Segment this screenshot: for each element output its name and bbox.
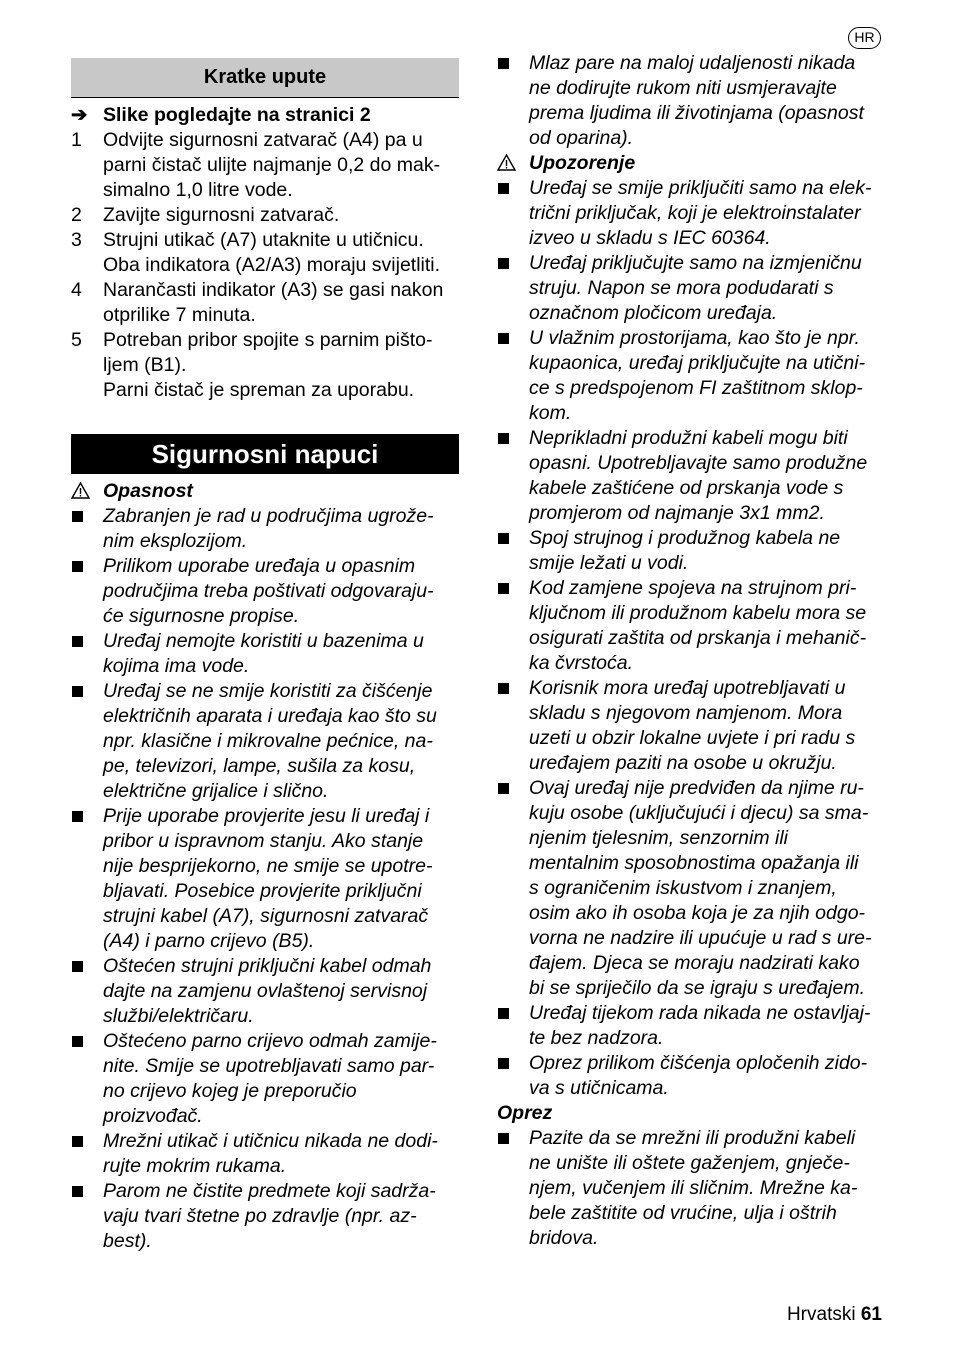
- text-line: va s utičnicama.: [529, 1077, 669, 1099]
- text-line: osigurati zaštita od prskanja i mehanič-: [529, 627, 867, 649]
- text-line: kabele zaštićene od prskanja vode s: [529, 477, 844, 499]
- text-line: električnih aparata i uređaja kao što su: [103, 705, 437, 727]
- bullet-item: [497, 676, 885, 776]
- text-line: prema ljudima ili životinjama (opasnost: [529, 102, 864, 124]
- quick-step: [71, 278, 459, 328]
- text-line: Parni čistač je spreman za uporabu.: [103, 379, 415, 401]
- text-line: Strujni utikač (A7) utaknite u utičnicu.: [103, 229, 424, 251]
- text-line: ce s predspojenom FI zaštitnom sklop-: [529, 377, 863, 399]
- text-line: pribor u ispravnom stanju. Ako stanje: [103, 830, 424, 852]
- bullet-item: [497, 176, 885, 251]
- square-bullet-icon: [72, 686, 83, 697]
- language-badge: HR: [848, 27, 881, 49]
- text-line: Uređaj se smije priključiti samo na elek-: [529, 177, 872, 199]
- square-bullet-icon: [72, 1036, 83, 1047]
- text-line: Korisnik mora uređaj upotrebljavati u: [529, 677, 846, 699]
- square-bullet-icon: [498, 258, 509, 269]
- bullet-item: [71, 1179, 459, 1254]
- bullet-item: [71, 1129, 459, 1179]
- text-line: kuju osobe (uključujući i djecu) sa sma-: [529, 802, 869, 824]
- text-line: uređajem paziti na osobe u okružju.: [529, 752, 837, 774]
- text-line: Zabranjen je rad u područjima ugrože-: [103, 505, 434, 527]
- square-bullet-icon: [72, 1136, 83, 1147]
- text-line: Oštećen strujni priključni kabel odmah: [103, 955, 432, 977]
- page-number: 61: [860, 1304, 882, 1325]
- text-line: bljavati. Posebice provjerite priključni: [103, 880, 422, 902]
- text-line: kupaonica, uređaj priključujte na utični-: [529, 352, 866, 374]
- text-line: Uređaj priključujte samo na izmjeničnu: [529, 252, 862, 274]
- text-line: smije ležati u vodi.: [529, 552, 689, 574]
- text-line: Spoj strujnog i produžnog kabela ne: [529, 527, 841, 549]
- page-footer: [787, 1304, 882, 1326]
- text-line: Prije uporabe provjerite jesu li uređaj i: [103, 805, 430, 827]
- text-line: će sigurnosne propise.: [103, 605, 300, 627]
- danger-list: [71, 504, 459, 1254]
- text-line: vorna ne nadzire ili upućuje u rad s ure-: [529, 927, 872, 949]
- text-line: izveo u skladu s IEC 60364.: [529, 227, 771, 249]
- square-bullet-icon: [72, 511, 83, 522]
- bullet-item: [497, 1126, 885, 1251]
- bullet-item: [71, 679, 459, 804]
- text-line: ljem (B1).: [103, 354, 187, 376]
- bullet-item: [497, 251, 885, 326]
- safety-heading: Sigurnosni napuci: [71, 434, 459, 474]
- text-line: od oparina).: [529, 127, 634, 149]
- square-bullet-icon: [498, 1133, 509, 1144]
- text-line: Prilikom uporabe uređaja u opasnim: [103, 555, 416, 577]
- bullet-item: [71, 629, 459, 679]
- text-line: pe, televizori, lampe, sušila za kosu,: [103, 755, 416, 777]
- bullet-item: [497, 576, 885, 676]
- text-line: skladu s njegovom namjenom. Mora: [529, 702, 843, 724]
- text-line: područjima treba poštivati odgovaraju-: [103, 580, 434, 602]
- square-bullet-icon: [498, 433, 509, 444]
- text-line: dajte na zamjenu ovlaštenoj servisnoj: [103, 980, 428, 1002]
- arrow-right-icon: ➔: [71, 104, 88, 126]
- square-bullet-icon: [498, 333, 509, 344]
- bullet-item: [71, 504, 459, 554]
- warning-label: Upozorenje: [497, 151, 885, 176]
- text-line: Potreban pribor spojite s parnim pišto-: [103, 329, 433, 351]
- text-line: npr. klasične i mikrovalne pećnice, na-: [103, 730, 433, 752]
- quick-step: [71, 128, 459, 203]
- text-line: proizvođač.: [103, 1105, 203, 1127]
- right-column: [497, 51, 885, 1251]
- text-line: Mrežni utikač i utičnicu nikada ne dodi-: [103, 1130, 438, 1152]
- text-line: Oprez prilikom čišćenja opločenih zido-: [529, 1052, 868, 1074]
- text-line: Uređaj tijekom rada nikada ne ostavljaj-: [529, 1002, 871, 1024]
- text-line: simalno 1,0 litre vode.: [103, 179, 293, 201]
- text-line: best).: [103, 1230, 152, 1252]
- text-line: promjerom od najmanje 3x1 mm2.: [529, 502, 825, 524]
- warning-list: [497, 176, 885, 1101]
- text-line: ključnom ili produžnom kabelu mora se: [529, 602, 867, 624]
- text-line: (A4) i parno crijevo (B5).: [103, 930, 315, 952]
- text-line: mentalnim sposobnostima opažanja ili: [529, 852, 859, 874]
- text-line: Ovaj uređaj nije predviđen da njime ru-: [529, 777, 864, 799]
- text-line: Kod zamjene spojeva na strujnom pri-: [529, 577, 857, 599]
- square-bullet-icon: [72, 561, 83, 572]
- text-line: označnom pločicom uređaja.: [529, 302, 778, 324]
- bullet-item: [497, 326, 885, 426]
- bullet-item: [497, 1051, 885, 1101]
- text-line: njem, vučenjem ili sličnim. Mrežne ka-: [529, 1177, 858, 1199]
- bullet-item: [497, 1001, 885, 1051]
- square-bullet-icon: [498, 583, 509, 594]
- square-bullet-icon: [498, 1058, 509, 1069]
- text-line: osim ako ih osoba koja je za njih odgo-: [529, 902, 866, 924]
- step-number: 5: [71, 329, 82, 351]
- square-bullet-icon: [72, 961, 83, 972]
- text-line: njenim tjelesnim, senzornim ili: [529, 827, 789, 849]
- text-line: đajem. Djeca se moraju nadzirati kako: [529, 952, 860, 974]
- text-line: te bez nadzora.: [529, 1027, 664, 1049]
- quick-steps-list: [71, 128, 459, 403]
- text-line: Oba indikatora (A2/A3) moraju svijetliti.: [103, 254, 441, 276]
- text-line: Odvijte sigurnosni zatvarač (A4) pa u: [103, 129, 423, 151]
- square-bullet-icon: [72, 1186, 83, 1197]
- text-line: Uređaj se ne smije koristiti za čišćenje: [103, 680, 433, 702]
- text-line: Pazite da se mrežni ili produžni kabeli: [529, 1127, 856, 1149]
- square-bullet-icon: [498, 183, 509, 194]
- text-line: trični priključak, koji je elektroinstalater: [529, 202, 861, 224]
- square-bullet-icon: [72, 636, 83, 647]
- text-line: strujni kabel (A7), sigurnosni zatvarač: [103, 905, 429, 927]
- text-line: nim eksplozijom.: [103, 530, 248, 552]
- quick-step: [71, 203, 459, 228]
- warning-triangle-icon: [71, 482, 90, 499]
- square-bullet-icon: [498, 58, 509, 69]
- square-bullet-icon: [498, 1008, 509, 1019]
- danger-label: Opasnost: [71, 479, 459, 504]
- step-number: 2: [71, 204, 82, 226]
- text-line: bi se spriječilo da se igraju s uređajem.: [529, 977, 865, 999]
- text-line: struju. Napon se mora podudarati s: [529, 277, 834, 299]
- left-column: [71, 58, 459, 1254]
- bullet-item: [71, 804, 459, 954]
- text-line: kom.: [529, 402, 572, 424]
- text-line: Zavijte sigurnosni zatvarač.: [103, 204, 340, 226]
- text-line: vaju tvari štetne po zdravlje (npr. az-: [103, 1205, 417, 1227]
- text-line: Narančasti indikator (A3) se gasi nakon: [103, 279, 444, 301]
- caution-list: [497, 1126, 885, 1251]
- square-bullet-icon: [72, 811, 83, 822]
- text-line: ne unište ili oštete gaženjem, gnječe-: [529, 1152, 850, 1174]
- text-line: uzeti u obzir lokalne uvjete i pri radu s: [529, 727, 856, 749]
- danger-list-continued: [497, 51, 885, 151]
- text-line: opasni. Upotrebljavajte samo produžne: [529, 452, 868, 474]
- text-line: Parom ne čistite predmete koji sadrža-: [103, 1180, 436, 1202]
- square-bullet-icon: [498, 533, 509, 544]
- text-line: električne grijalice i slično.: [103, 780, 329, 802]
- step-number: 3: [71, 229, 82, 251]
- warning-triangle-icon: [497, 154, 516, 171]
- text-line: otprilike 7 minuta.: [103, 304, 256, 326]
- bullet-item: [71, 554, 459, 629]
- bullet-item: [497, 526, 885, 576]
- step-number: 1: [71, 129, 82, 151]
- square-bullet-icon: [498, 683, 509, 694]
- bullet-item: [497, 776, 885, 1001]
- bullet-item: [497, 51, 885, 151]
- text-line: s ograničenim iskustvom i znanjem,: [529, 877, 837, 899]
- text-line: ka čvrstoća.: [529, 652, 634, 674]
- text-line: ne dodirujte rukom niti usmjeravajte: [529, 77, 837, 99]
- caution-label: Oprez: [497, 1102, 553, 1124]
- text-line: kojima ima vode.: [103, 655, 250, 677]
- bullet-item: [497, 426, 885, 526]
- text-line: bridova.: [529, 1227, 599, 1249]
- quick-start-heading: Kratke upute: [71, 58, 459, 98]
- text-line: nite. Smije se upotrebljavati samo par-: [103, 1055, 435, 1077]
- text-line: službi/električaru.: [103, 1005, 254, 1027]
- step-number: 4: [71, 279, 82, 301]
- quick-step: [71, 328, 459, 403]
- see-pictures-note: ➔ Slike pogledajte na stranici 2: [71, 104, 371, 126]
- text-line: parni čistač ulijte najmanje 0,2 do mak-: [103, 154, 441, 176]
- text-line: nije besprijekorno, ne smije se upotre-: [103, 855, 433, 877]
- bullet-item: [71, 954, 459, 1029]
- text-line: U vlažnim prostorijama, kao što je npr.: [529, 327, 860, 349]
- text-line: rujte mokrim rukama.: [103, 1155, 287, 1177]
- footer-language: Hrvatski: [786, 1304, 856, 1325]
- text-line: bele zaštitite od vrućine, ulja i oštrih: [529, 1202, 837, 1224]
- text-line: Uređaj nemojte koristiti u bazenima u: [103, 630, 424, 652]
- bullet-item: [71, 1029, 459, 1129]
- text-line: Neprikladni produžni kabeli mogu biti: [529, 427, 848, 449]
- quick-step: [71, 228, 459, 278]
- text-line: Mlaz pare na maloj udaljenosti nikada: [529, 52, 856, 74]
- text-line: no crijevo kojeg je preporučio: [103, 1080, 357, 1102]
- text-line: Oštećeno parno crijevo odmah zamije-: [103, 1030, 437, 1052]
- square-bullet-icon: [498, 783, 509, 794]
